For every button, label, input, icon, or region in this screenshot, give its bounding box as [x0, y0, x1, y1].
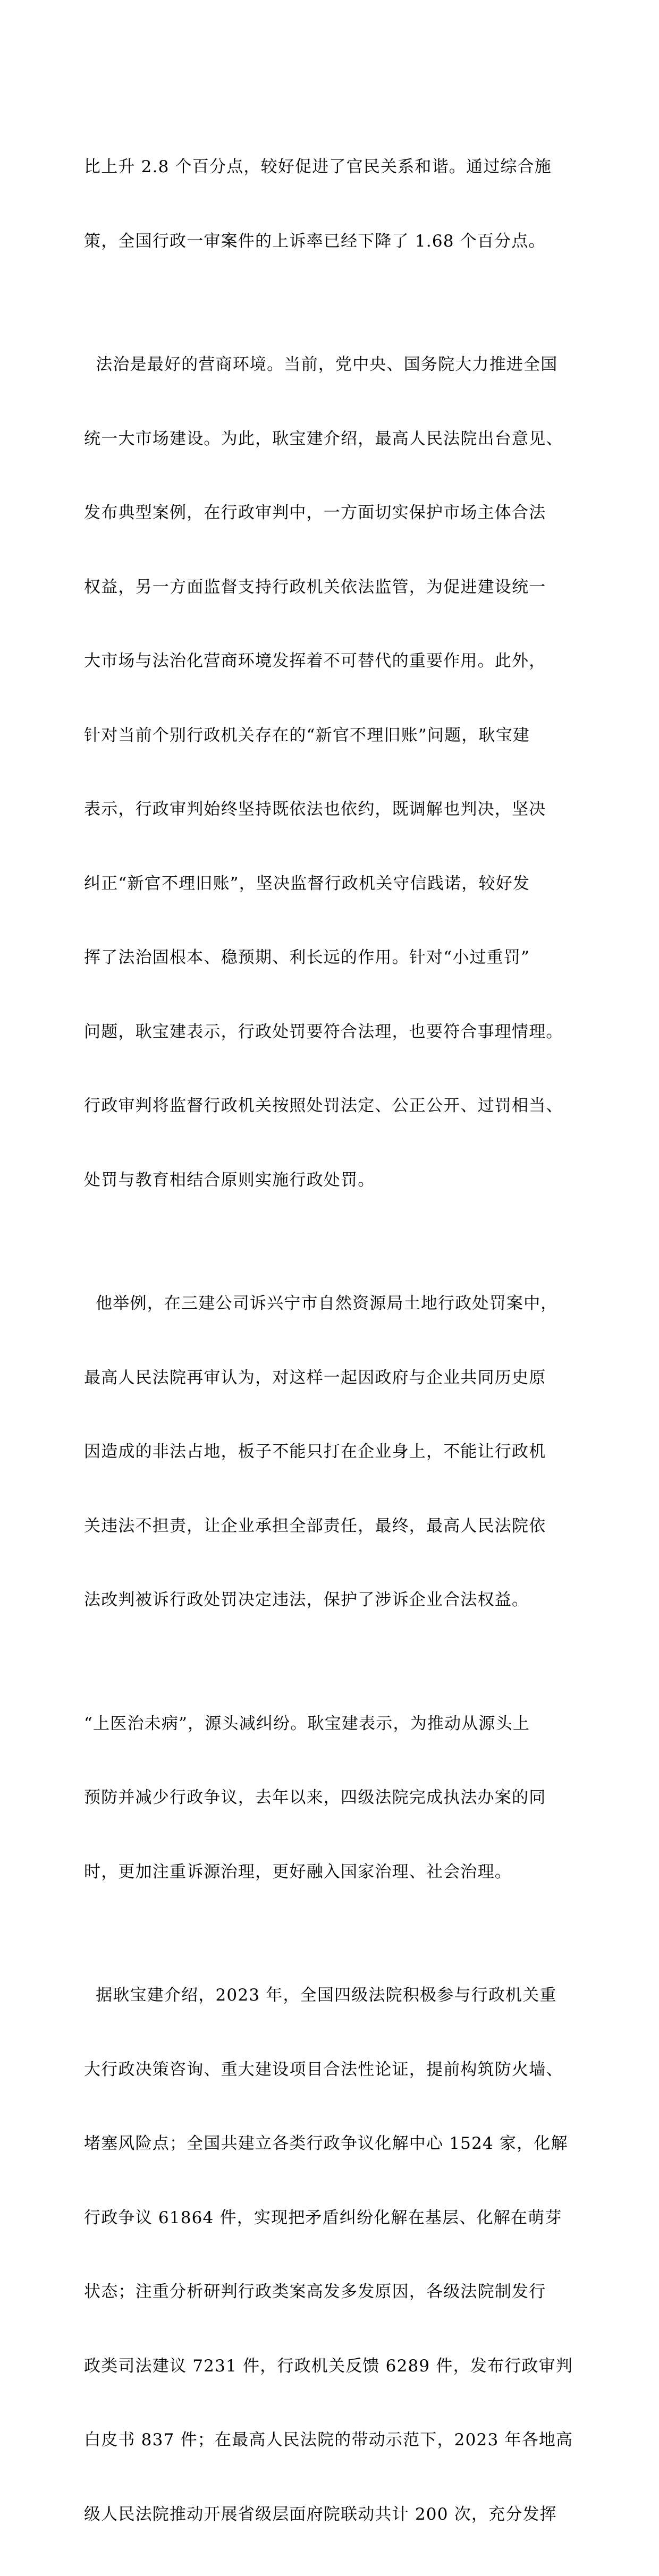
text-line: 白皮书 837 件；在最高人民法院的带动示范下，2023 年各地高	[84, 2430, 573, 2450]
document-page	[84, 105, 575, 2576]
text-line: 法改判被诉行政处罚决定违法，保护了涉诉企业合法权益。	[84, 1590, 529, 1609]
text-line: 行政审判将监督行政机关按照处罚法定、公正公开、过罚相当、	[84, 1096, 563, 1115]
text-line: 行政争议 61864 件，实现把矛盾纠纷化解在基层、化解在萌芽	[84, 2208, 562, 2227]
text-line: “上医治未病”，源头减纠纷。耿宝建表示，为推动从源头上	[84, 1714, 530, 1733]
text-line: 政类司法建议 7231 件，行政机关反馈 6289 件，发布行政审判	[84, 2356, 573, 2376]
text-line: 挥了法治固根本、稳预期、利长远的作用。针对“小过重罚”	[84, 948, 530, 967]
text-line: 问题，耿宝建表示，行政处罚要符合法理，也要符合事理情理。	[84, 1022, 563, 1041]
text-line: 状态；注重分析研判行政类案高发多发原因，各级法院制发行	[84, 2282, 546, 2301]
paragraph-2	[84, 303, 575, 1242]
text-line: 发布典型案例，在行政审判中，一方面切实保护市场主体合法	[84, 503, 546, 522]
text-line: 法治是最好的营商环境。当前，党中央、国务院大力推进全国	[84, 355, 558, 374]
text-line: 处罚与教育相结合原则实施行政处罚。	[84, 1170, 375, 1190]
text-line: 纠正“新官不理旧账”，坚决监督行政机关守信践诺，较好发	[84, 874, 530, 893]
text-line: 策，全国行政一审案件的上诉率已经下降了 1.68 个百分点。	[84, 231, 546, 251]
text-line: 因造成的非法占地，板子不能只打在企业身上，不能让行政机	[84, 1442, 546, 1461]
text-line: 级人民法院推动开展省级层面府院联动共计 200 次，充分发挥	[84, 2504, 557, 2524]
text-line: 关违法不担责，让企业承担全部责任，最终，最高人民法院依	[84, 1516, 546, 1536]
paragraph-5	[84, 1934, 575, 2576]
paragraph-4	[84, 1662, 575, 1934]
text-line: 大市场与法治化营商环境发挥着不可替代的重要作用。此外，	[84, 651, 546, 671]
text-line: 最高人民法院再审认为，对这样一起因政府与企业共同历史原	[84, 1368, 546, 1387]
text-line: 堵塞风险点；全国共建立各类行政争议化解中心 1524 家，化解	[84, 2134, 568, 2153]
text-line: 预防并减少行政争议，去年以来，四级法院完成执法办案的同	[84, 1788, 546, 1807]
text-line: 权益，另一方面监督支持行政机关依法监管，为促进建设统一	[84, 577, 546, 597]
text-line: 比上升 2.8 个百分点，较好促进了官民关系和谐。通过综合施	[84, 157, 552, 176]
paragraph-3	[84, 1242, 575, 1662]
text-line: 统一大市场建设。为此，耿宝建介绍，最高人民法院出台意见、	[84, 429, 563, 448]
text-line: 他举例，在三建公司诉兴宁市自然资源局土地行政处罚案中，	[84, 1294, 558, 1313]
text-line: 大行政决策咨询、重大建设项目合法性论证，提前构筑防火墙、	[84, 2060, 563, 2079]
text-line: 据耿宝建介绍，2023 年，全国四级法院积极参与行政机关重	[84, 1986, 557, 2005]
text-line: 表示，行政审判始终坚持既依法也依约，既调解也判决，坚决	[84, 800, 546, 819]
paragraph-1	[84, 105, 575, 303]
text-line: 针对当前个别行政机关存在的“新官不理旧账”问题，耿宝建	[84, 725, 530, 745]
text-line: 时，更加注重诉源治理，更好融入国家治理、社会治理。	[84, 1862, 512, 1882]
